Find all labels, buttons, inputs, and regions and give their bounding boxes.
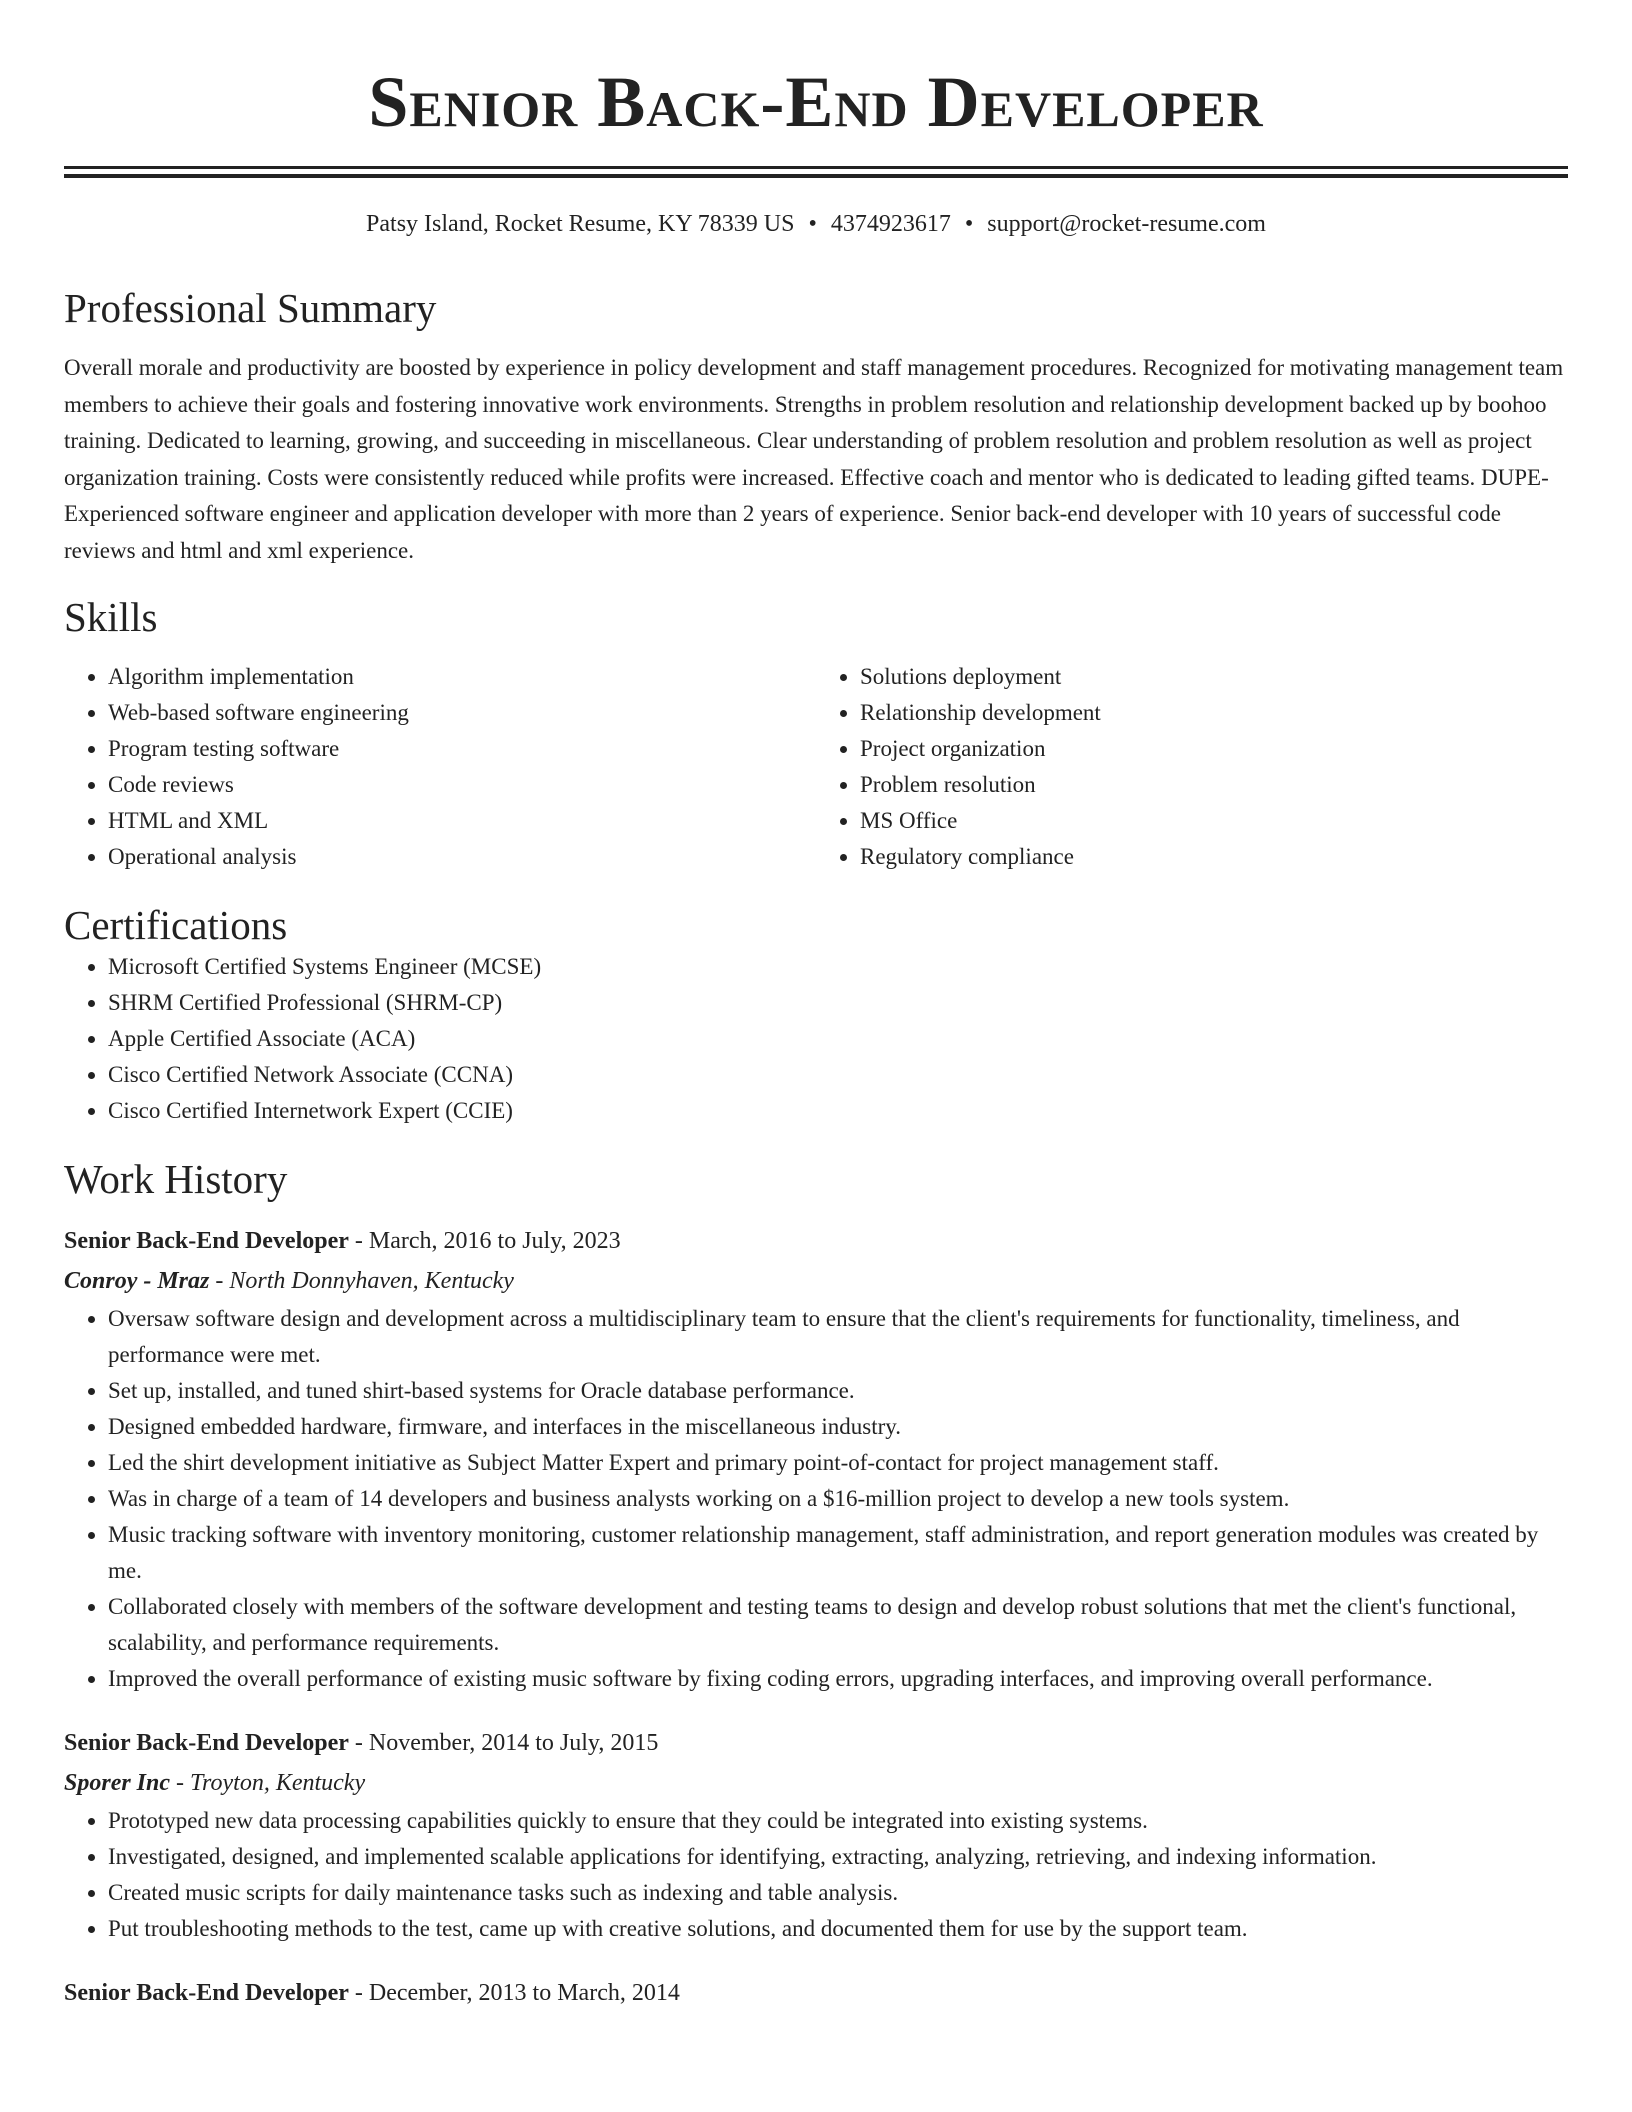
contact-email: support@rocket-resume.com: [987, 211, 1266, 237]
job-dash: -: [348, 1980, 369, 2006]
job-bullet: • Oversaw software design and development across a multidisciplinary team to ensure that the client's requirements for functionality, timeliness, and performance were met.: [108, 1301, 1568, 1373]
resume-title: Senior Back-End Developer: [368, 62, 1264, 142]
company-line: [64, 1763, 1568, 1803]
job-bullet-list: [64, 1803, 1568, 1947]
skill-item: • Solutions deployment: [860, 659, 1568, 695]
skill-item: • Program testing software: [108, 731, 816, 767]
job-bullet-list: [64, 1301, 1568, 1697]
skills-columns: [64, 659, 1568, 875]
skill-item: • Web-based software engineering: [108, 695, 816, 731]
certification-item: • Cisco Certified Internetwork Expert (CCIE): [108, 1093, 1568, 1129]
job-bullet: • Improved the overall performance of existing music software by fixing coding errors, upgrading interfaces, and improving overall performance.: [108, 1661, 1568, 1697]
company-location: Troyton, Kentucky: [190, 1770, 366, 1796]
company-location: North Donnyhaven, Kentucky: [229, 1268, 514, 1294]
job-title-line: [64, 1973, 1568, 2013]
job-bullet: • Collaborated closely with members of the software development and testing teams to design and develop robust solutions that met the client's functional, scalability, and performance requirements.: [108, 1589, 1568, 1661]
skills-list-right: [816, 659, 1568, 875]
job-title: Senior Back-End Developer: [64, 1980, 349, 2006]
certifications-list: [64, 949, 1568, 1129]
company-dash: -: [209, 1268, 230, 1294]
company-dash: -: [170, 1770, 191, 1796]
job-title-line: [64, 1723, 1568, 1763]
job-entry: [64, 1973, 1568, 2013]
job-entry: [64, 1221, 1568, 1697]
contact-line: [64, 208, 1568, 240]
contact-phone: 4374923617: [830, 211, 951, 237]
job-title: Senior Back-End Developer: [64, 1730, 349, 1756]
job-bullet: • Created music scripts for daily maintenance tasks such as indexing and table analysis.: [108, 1875, 1568, 1911]
contact-separator: •: [808, 211, 817, 237]
job-bullet: • Designed embedded hardware, firmware, and interfaces in the miscellaneous industry.: [108, 1409, 1568, 1445]
skill-item: • Regulatory compliance: [860, 839, 1568, 875]
certification-item: • Microsoft Certified Systems Engineer (MCSE): [108, 949, 1568, 985]
skill-item: • HTML and XML: [108, 803, 816, 839]
contact-separator: •: [964, 211, 974, 237]
skill-item: • MS Office: [860, 803, 1568, 839]
certifications-heading: Certifications: [64, 902, 288, 948]
summary-text: Overall morale and productivity are boosted by experience in policy development and staff management procedures. Recognized for motivating management team members to achieve their goals and fostering innovative work environments. Strengths in problem resolution and relationship development backed up by boohoo training. Dedicated to learning, growing, and succeeding in miscellaneous. Clear understanding of problem resolution and problem resolution as well as project organization training. Costs were consistently reduced while profits were increased. Effective coach and mentor who is dedicated to leading gifted teams. DUPE- Experienced software engineer and application developer with more than 2 years of experience. Senior back-end developer with 10 years of successful code reviews and html and xml experience.: [64, 355, 1564, 563]
job-bullet: • Led the shirt development initiative as Subject Matter Expert and primary point-of-contact for project management staff.: [108, 1445, 1568, 1481]
job-bullet: • Set up, installed, and tuned shirt-based systems for Oracle database performance.: [108, 1373, 1568, 1409]
certification-item: • Cisco Certified Network Associate (CCNA): [108, 1057, 1568, 1093]
job-dates: December, 2013 to March, 2014: [368, 1980, 680, 2006]
job-title-line: [64, 1221, 1568, 1261]
skill-item: • Operational analysis: [108, 839, 816, 875]
job-dash: -: [348, 1228, 369, 1254]
job-bullet: • Prototyped new data processing capabilities quickly to ensure that they could be integrated into existing systems.: [108, 1803, 1568, 1839]
contact-address: Patsy Island, Rocket Resume, KY 78339 US: [366, 211, 795, 237]
title-divider-bottom: [64, 174, 1568, 178]
job-dates: November, 2014 to July, 2015: [368, 1730, 659, 1756]
job-title: Senior Back-End Developer: [64, 1228, 349, 1254]
skills-heading: Skills: [64, 594, 158, 640]
company-name: Conroy - Mraz: [64, 1268, 210, 1294]
title-divider-top: [64, 166, 1568, 169]
company-name: Sporer Inc: [64, 1770, 171, 1796]
skill-item: • Project organization: [860, 731, 1568, 767]
work-history-heading: Work History: [64, 1156, 288, 1202]
skills-list-left: [64, 659, 816, 875]
job-bullet: • Was in charge of a team of 14 developers and business analysts working on a $16-million project to develop a new tools system.: [108, 1481, 1568, 1517]
skill-item: • Relationship development: [860, 695, 1568, 731]
summary-heading: Professional Summary: [64, 285, 437, 331]
job-bullet: • Music tracking software with inventory monitoring, customer relationship management, staff administration, and report generation modules was created by me.: [108, 1517, 1568, 1589]
job-bullet: • Put troubleshooting methods to the test, came up with creative solutions, and documented them for use by the support team.: [108, 1911, 1568, 1947]
skill-item: • Algorithm implementation: [108, 659, 816, 695]
job-dash: -: [348, 1730, 369, 1756]
skill-item: • Problem resolution: [860, 767, 1568, 803]
company-line: [64, 1261, 1568, 1301]
job-dates: March, 2016 to July, 2023: [368, 1228, 621, 1254]
certification-item: • SHRM Certified Professional (SHRM-CP): [108, 985, 1568, 1021]
job-bullet: • Investigated, designed, and implemented scalable applications for identifying, extracting, analyzing, retrieving, and indexing information.: [108, 1839, 1568, 1875]
certification-item: • Apple Certified Associate (ACA): [108, 1021, 1568, 1057]
skill-item: • Code reviews: [108, 767, 816, 803]
job-entry: [64, 1723, 1568, 1947]
